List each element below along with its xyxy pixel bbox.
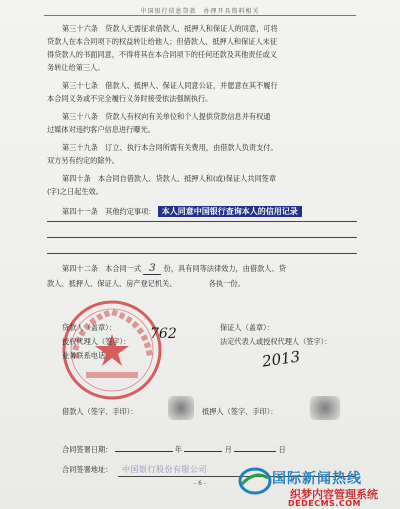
watermark-brand: 国际新闻热线 xyxy=(272,471,362,487)
borrower-sign-label: 借款人（签字、手印）： xyxy=(62,407,138,416)
article-39-line-1: 第三十九条 订立、执行本合同所需有关费用，由借款人负责支付。 xyxy=(62,143,278,152)
sign-date-label: 合同签署日期： xyxy=(62,445,113,454)
mortgagor-sign-label: 抵押人（签字、手印）： xyxy=(202,407,278,416)
day-blank xyxy=(234,451,276,452)
borrower-fingerprint-blurred xyxy=(168,396,194,420)
mortgagor-fingerprint-blurred xyxy=(310,396,340,420)
article-36-line-4: 务转让给第三人。 xyxy=(47,63,105,72)
article-41 xyxy=(62,205,357,218)
business-contact-label: 业务联系电话： xyxy=(62,351,113,360)
article-37-line-1: 第三十七条 借款人、抵押人、保证人同意公证，并愿意在其不履行 xyxy=(62,81,278,90)
article-42-text-a: 第四十二条 本合同一式 xyxy=(62,264,142,273)
article-36-line-1: 第三十六条 贷款人无需征求借款人、抵押人和保证人的同意，可将 xyxy=(62,24,278,33)
guarantor-rep-label: 法定代表人或授权代理人（签字）： xyxy=(220,337,332,346)
year-label: 年 xyxy=(174,445,183,454)
sign-place-label: 合同签署地址： xyxy=(62,465,113,474)
article-38-line-2: 过媒体对违约客户信息进行曝光。 xyxy=(47,125,155,134)
year-blank xyxy=(115,451,173,452)
day-label: 日 xyxy=(278,445,286,454)
handwritten-year: 2013 xyxy=(260,347,302,371)
blank-line-1 xyxy=(47,221,357,222)
article-37-line-2: 本合同义务或不完全履行义务时接受依法强制执行。 xyxy=(47,94,213,103)
month-label: 月 xyxy=(224,445,232,454)
article-42-line-1 xyxy=(62,262,357,275)
article-40-line-2: (字)之日起生效。 xyxy=(47,187,103,196)
article-36-line-2: 贷款人在本合同项下的权益转让给他人；但借款人、抵押人和保证人未征 xyxy=(47,37,278,46)
header-rule xyxy=(44,15,356,16)
month-blank xyxy=(184,451,222,452)
article-41-handwritten-entry: 本人同意中国银行查询本人的信用记录 xyxy=(158,206,302,217)
article-42-line-2: 款人、抵押人、保证人、房产登记机关、 各执一份。 xyxy=(47,279,245,288)
blank-line-2 xyxy=(47,237,357,238)
article-39-line-2: 双方另有约定的除外。 xyxy=(47,156,119,165)
article-36-line-3: 得贷款人的书面同意，不得将其在本合同项下的任何还款及其他责任或义 xyxy=(47,50,278,59)
sign-date-row xyxy=(62,443,362,456)
lender-agent-label: 授权代理人（签字）： xyxy=(62,337,131,346)
article-40-line-1: 第四十条 本合同自借款人、贷款人、抵押人和(或)保证人共同签章 xyxy=(62,174,277,183)
article-38-line-1: 第三十八条 贷款人有权向有关单位和个人提供贷款信息并有权通 xyxy=(62,112,271,121)
guarantor-seal-label: 保证人（盖章）： xyxy=(220,323,274,332)
globe-logo-icon xyxy=(238,466,272,496)
page-header: 中国银行信息贷款 办理开具资料相关 xyxy=(140,8,260,15)
watermark-line-2: 织梦内容管理系统 xyxy=(290,488,378,501)
article-42-text-b: 份，具有同等法律效力，由借款人、贷 xyxy=(163,264,286,273)
site-watermark xyxy=(232,466,400,509)
page-number: - 6 - xyxy=(194,480,206,487)
handwritten-code: 762 xyxy=(150,326,177,342)
copies-count: 3 xyxy=(143,264,161,275)
article-41-label: 第四十一条 其他约定事项： xyxy=(62,207,156,216)
blank-line-3 xyxy=(47,253,357,254)
watermark-line-3: DEDECMS.COM xyxy=(288,499,361,508)
lender-seal-label: 贷款人（盖章）： xyxy=(62,323,116,332)
handwritten-place: 中国银行股份有限公司 xyxy=(122,465,207,474)
